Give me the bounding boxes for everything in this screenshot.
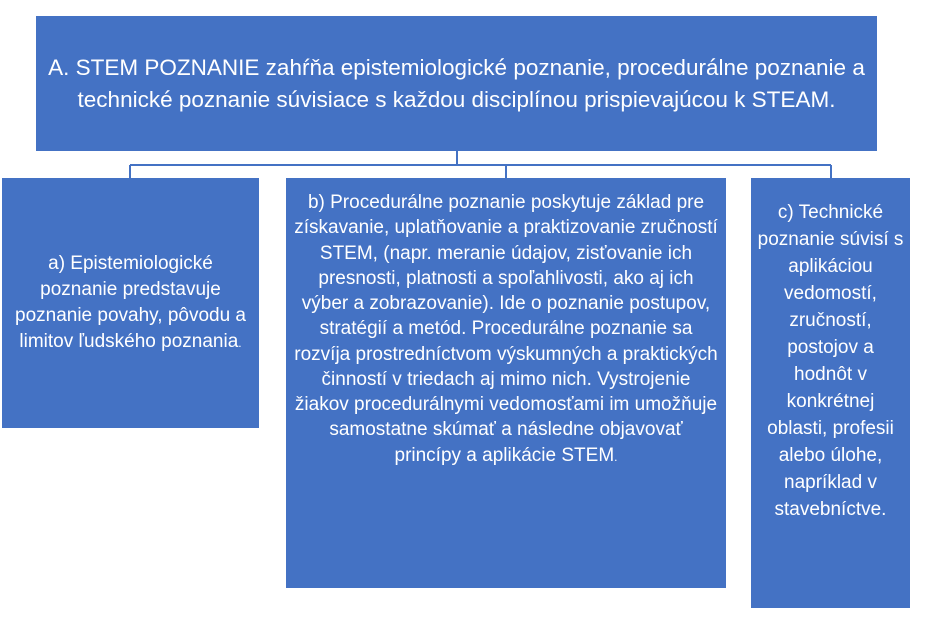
child-node-a-tail: . — [238, 336, 242, 351]
child-node-c — [751, 178, 910, 608]
child-node-c-text — [751, 178, 910, 524]
root-node-tail: . — [829, 86, 836, 112]
root-node-label: A. STEM POZNANIE zahŕňa epistemiologické poznanie, procedurálne poznanie a technické poznanie súvisiace s každou disciplínou prispievajúcou k STEAM — [48, 55, 865, 112]
child-node-a — [2, 178, 259, 428]
child-node-c-label: c) Technické poznanie súvisí s aplikáciou vedomostí, zručností, postojov a hodnôt v konkrétnej oblasti, profesii alebo úlohe, napríklad v stavebníctve. — [757, 202, 904, 520]
child-node-b-text — [286, 178, 726, 468]
child-node-a-label: a) Epistemiologické poznanie predstavuje poznanie povahy, pôvodu a limitov ľudského poznania — [15, 252, 246, 353]
child-node-a-text — [2, 251, 259, 356]
root-node — [36, 16, 877, 151]
child-node-b-tail: . — [614, 449, 618, 464]
child-node-b-label: b) Procedurálne poznanie poskytuje základ pre získavanie, uplatňovanie a praktizovanie zručností STEM, (napr. meranie údajov, zisťovanie ich presnosti, platnosti a spoľahlivosti, ako aj ich výber a zobrazovanie). Ide o poznanie postupov, stratégií a metód. Procedurálne poznanie sa rozvíja prostredníctvom výskumných a praktických činností v triedach aj mimo nich. Vystrojenie žiakov procedurálnymi vedomosťami im umožňuje samostatne skúmať a následne objavovať princípy a aplikácie STEM — [294, 192, 718, 466]
root-node-text — [36, 52, 877, 114]
child-node-b — [286, 178, 726, 588]
